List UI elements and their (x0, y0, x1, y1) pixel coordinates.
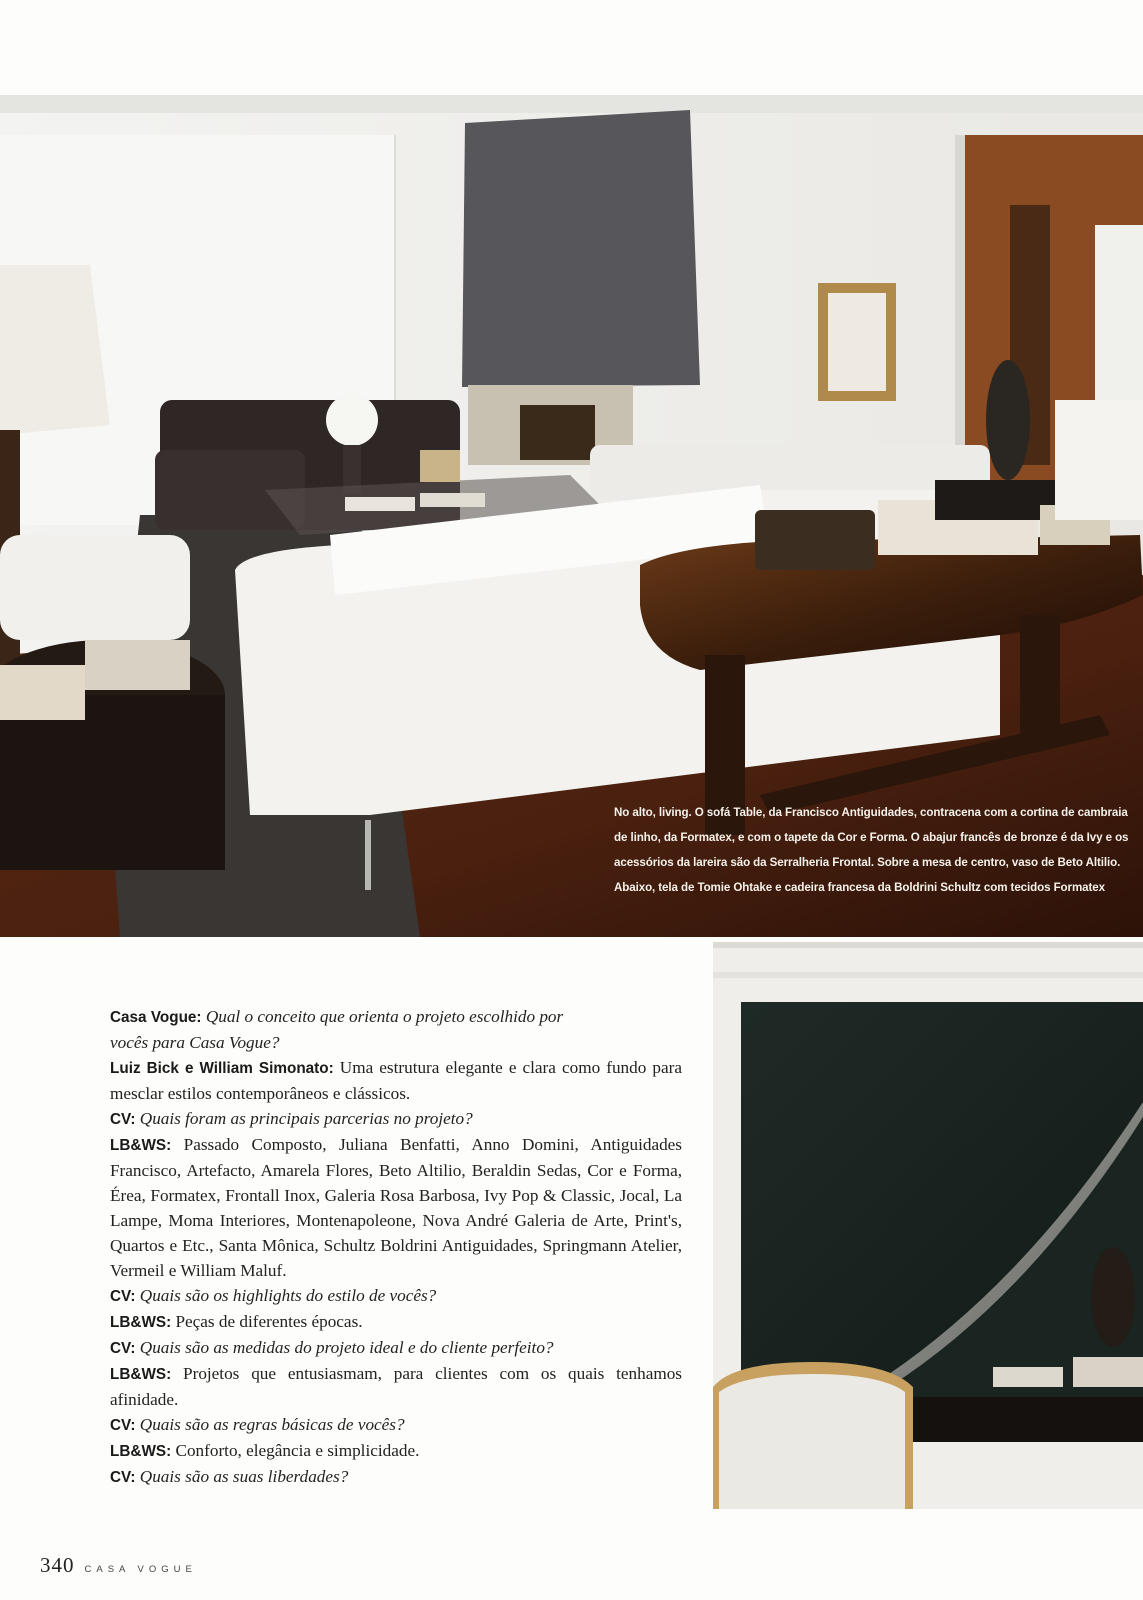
speaker: LB&WS: (110, 1443, 172, 1460)
speaker: CV: (110, 1288, 136, 1305)
speaker: Casa Vogue: (110, 1009, 202, 1026)
speaker: LB&WS: (110, 1366, 172, 1383)
page-number: 340 (40, 1553, 75, 1577)
question-text: Quais são as medidas do projeto ideal e do cliente perfeito? (139, 1338, 554, 1357)
speaker: CV: (110, 1111, 136, 1128)
answer-text: Uma estrutura elegante e clara como fundo para mesclar estilos contemporâneos e clássicos. (110, 1058, 682, 1103)
speaker: Luiz Bick e William Simonato: (110, 1060, 334, 1077)
answer-text: Passado Composto, Juliana Benfatti, Anno Domini, Antiguidades Francisco, Artefacto, Amarela Flores, Beto Altilio, Beraldin Sedas, Cor e Forma, Érea, Formatex, Frontall Inox, Galeria Rosa Barbosa, Ivy Pop & Classic, Jocal, La Lampe, Moma Interiores, Montenapoleone, Nova André Galeria de Arte, Print's, Quartos e Etc., Santa Mônica, Schultz Boldrini Antiguidades, Springmann Atelier, Vermeil e William Maluf. (110, 1135, 682, 1280)
question-text: Quais são os highlights do estilo de vocês? (139, 1286, 437, 1305)
question-text: Quais são as regras básicas de vocês? (139, 1415, 405, 1434)
question (110, 1106, 682, 1132)
question-text: Quais foram as principais parcerias no projeto? (139, 1109, 473, 1128)
answer (110, 1309, 682, 1335)
question (110, 1464, 682, 1490)
answer (110, 1438, 682, 1464)
speaker: CV: (110, 1417, 136, 1434)
painting-photo (713, 942, 1143, 1509)
speaker: LB&WS: (110, 1137, 172, 1154)
question (110, 1335, 682, 1361)
question (110, 1412, 682, 1438)
page-footer (40, 1553, 197, 1578)
speaker: CV: (110, 1469, 136, 1486)
answer-text: Conforto, elegância e simplicidade. (175, 1441, 420, 1460)
answer (110, 1132, 682, 1283)
question-text: Qual o conceito que orienta o projeto escolhido por vocês para Casa Vogue? (110, 1007, 564, 1052)
question (110, 1283, 682, 1309)
answer (110, 1361, 682, 1412)
answer-text: Projetos que entusiasmam, para clientes com os quais tenhamos afinidade. (110, 1364, 682, 1409)
speaker: LB&WS: (110, 1314, 172, 1331)
speaker: CV: (110, 1340, 136, 1357)
photo-caption: No alto, living. O sofá Table, da Francisco Antiguidades, contracena com a cortina de cambraia de linho, da Formatex, e com o tapete da Cor e Forma. O abajur francês de bronze é da Ivy e os acessórios da lareira são da Serralheria Frontal. Sobre a mesa de centro, vaso de Beto Altilio. Abaixo, tela de Tomie Ohtake e cadeira francesa da Boldrini Schultz com tecidos Formatex (614, 806, 1129, 894)
magazine-name: CASA VOGUE (84, 1564, 197, 1575)
question (110, 1004, 580, 1055)
answer (110, 1055, 682, 1106)
answer-text: Peças de diferentes épocas. (175, 1312, 363, 1331)
interview-text (110, 1004, 682, 1490)
question-text: Quais são as suas liberdades? (139, 1467, 349, 1486)
